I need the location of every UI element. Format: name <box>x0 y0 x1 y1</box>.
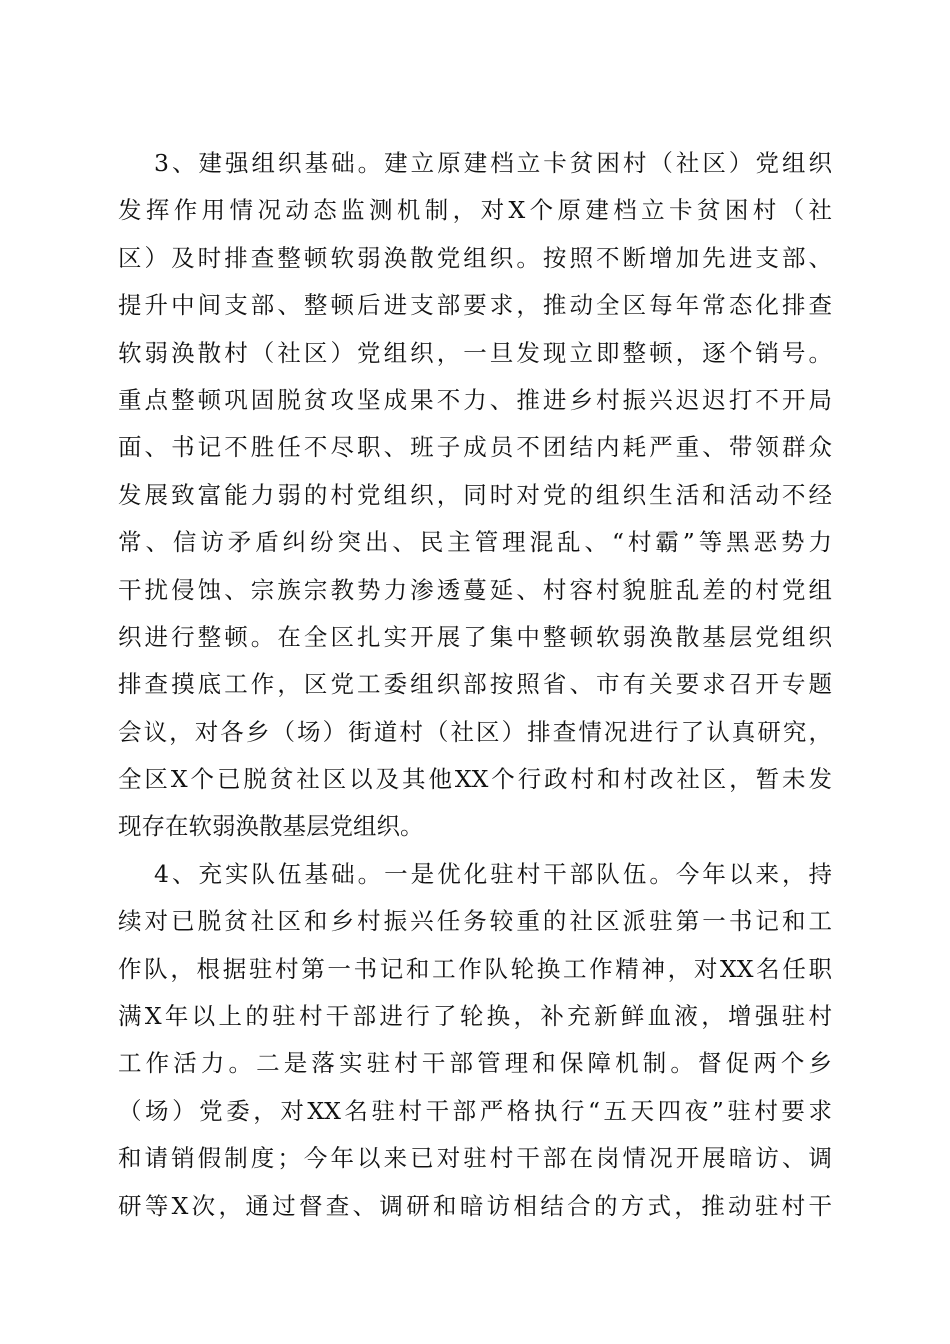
text-line: 面、书记不胜任不尽职、班子成员不团结内耗严重、带领群众 <box>118 433 832 462</box>
text-line: 区）及时排查整顿软弱涣散党组织。按照不断增加先进支部、 <box>118 243 832 272</box>
text-line: 工作活力。二是落实驻村干部管理和保障机制。督促两个乡 <box>118 1049 832 1078</box>
text-line: 续对已脱贫社区和乡村振兴任务较重的社区派驻第一书记和工 <box>118 907 832 936</box>
paragraph-organization-foundation <box>118 140 832 851</box>
text-line: 全区X个已脱贫社区以及其他XX个行政村和村改社区，暂未发 <box>118 765 832 794</box>
text-line: 4、充实队伍基础。一是优化驻村干部队伍。今年以来，持 <box>154 859 832 888</box>
text-line: 作队，根据驻村第一书记和工作队轮换工作精神，对XX名任职 <box>118 954 832 983</box>
text-line: 会议，对各乡（场）街道村（社区）排查情况进行了认真研究， <box>118 717 832 746</box>
text-line: 重点整顿巩固脱贫攻坚成果不力、推进乡村振兴迟迟打不开局 <box>118 385 832 414</box>
text-line: 研等X次，通过督查、调研和暗访相结合的方式，推动驻村干 <box>118 1191 832 1220</box>
text-line: 现存在软弱涣散基层党组织。 <box>118 812 424 841</box>
text-line: 3、建强组织基础。建立原建档立卡贫困村（社区）党组织 <box>154 149 832 177</box>
paragraph-team-foundation <box>118 851 832 1230</box>
text-line: 发展致富能力弱的村党组织，同时对党的组织生活和活动不经 <box>118 480 832 509</box>
text-line: 织进行整顿。在全区扎实开展了集中整顿软弱涣散基层党组织 <box>118 622 832 651</box>
text-line: 干扰侵蚀、宗族宗教势力渗透蔓延、村容村貌脏乱差的村党组 <box>118 575 832 604</box>
document-body <box>118 140 832 1230</box>
text-line: 满X年以上的驻村干部进行了轮换，补充新鲜血液，增强驻村 <box>118 1002 832 1031</box>
text-line: （场）党委，对XX名驻村干部严格执行“五天四夜”驻村要求 <box>118 1096 832 1125</box>
text-line: 提升中间支部、整顿后进支部要求，推动全区每年常态化排查 <box>118 291 832 320</box>
text-line: 和请销假制度；今年以来已对驻村干部在岗情况开展暗访、调 <box>118 1144 832 1173</box>
text-line: 软弱涣散村（社区）党组织，一旦发现立即整顿，逐个销号。 <box>118 338 832 367</box>
text-line: 常、信访矛盾纠纷突出、民主管理混乱、“村霸”等黑恶势力 <box>118 528 832 557</box>
text-line: 排查摸底工作，区党工委组织部按照省、市有关要求召开专题 <box>118 670 832 699</box>
text-line: 发挥作用情况动态监测机制，对X个原建档立卡贫困村（社 <box>118 196 832 225</box>
